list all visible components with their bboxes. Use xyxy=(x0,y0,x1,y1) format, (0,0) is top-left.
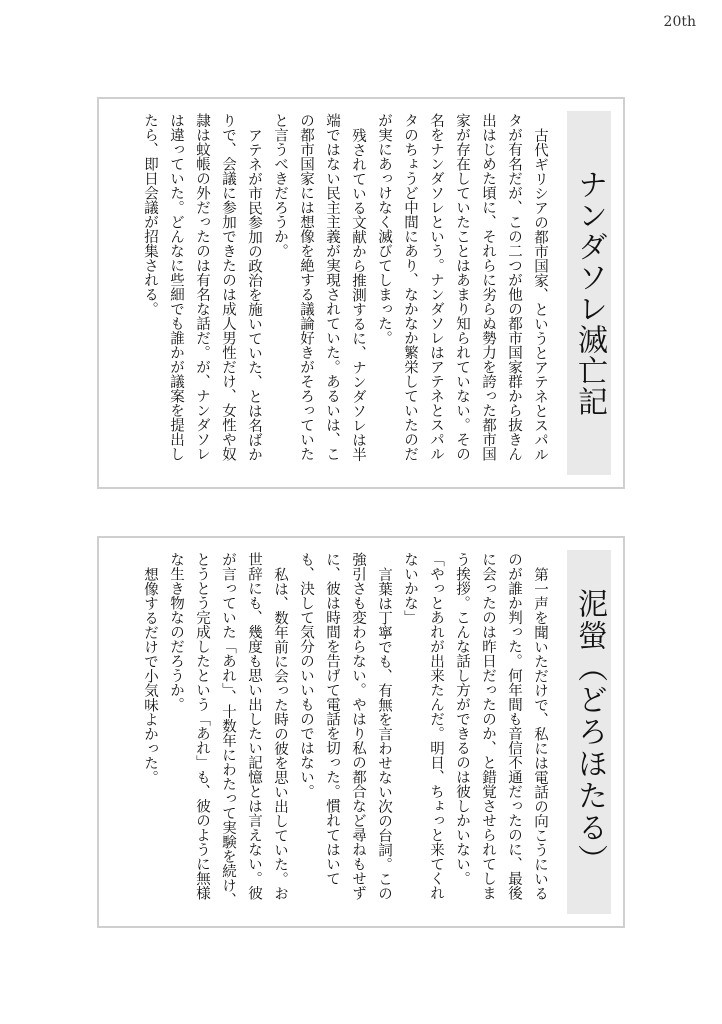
story-body xyxy=(119,113,553,473)
paragraph: 言葉は丁寧でも、有無を言わせない次の台詞。この強引さも変わらない。やはり私の都合など尋ねもせずに、彼は時間を告げて電話を切った。慣れてはいても、決して気分のいいものではない。 xyxy=(298,552,392,900)
title-band xyxy=(567,111,611,475)
paragraph: 残されている文献から推測するに、ナンダソレは半端ではない民主主義が実現されていた。あるいは、この都市国家には想像を絶する議論好きがそろっていたと言うべきだろうか。 xyxy=(272,113,366,461)
story-box-nandasore xyxy=(97,97,625,489)
paragraph: 想像するだけで小気味よかった。 xyxy=(142,566,158,784)
story-title: ナンダソレ滅亡記 xyxy=(572,169,607,417)
paragraph: アテネが市民参加の政治を施いていた、とは名ばかりで、会議に参加できたのは成人男性だけ、女性や奴隷は蚊帳の外だったのは有名な話だ。が、ナンダソレは違っていた。どんなに些細でも誰かが議案を提出したら、即日会議が招集される。 xyxy=(142,113,262,461)
story-box-dorohotaru xyxy=(97,536,625,928)
title-band xyxy=(567,550,611,914)
paragraph: 古代ギリシアの都市国家、というとアテネとスパルタが有名だが、この二つが他の都市国家群から抜きん出はじめた頃に、それらに劣らぬ勢力を誇った都市国家が存在していたことはあまり知られていない。その名をナンダソレという。ナンダソレはアテネとスパルタのちょうど中間にあり、なかなか繁栄していたのだが実にあっけなく滅びてしまった。 xyxy=(376,113,548,461)
dialogue-line: 「やっとあれが出来たんだ。明日、ちょっと来てくれないかな」 xyxy=(402,552,444,900)
story-title: 泥螢（どろほたる） xyxy=(572,588,607,876)
paragraph: 私は、数年前に会った時の彼を思い出していた。お世辞にも、幾度も思い出したい記憶とは言えない。彼が言っていた「あれ」、十数年にわたって実験を続け、とうとう完成したという「あれ」も、彼のように無様な生き物なのだろうか。 xyxy=(168,552,288,908)
paragraph: 第一声を聞いただけで、私には電話の向こうにいるのが誰か判った。何年間も音信不通だったのに、最後に会ったのは昨日だったのか、と錯覚させられてしまう挨拶。こんな話し方ができるのは彼しかいない。 xyxy=(454,552,548,900)
page-number: 20th xyxy=(663,14,696,30)
story-body xyxy=(119,552,553,912)
